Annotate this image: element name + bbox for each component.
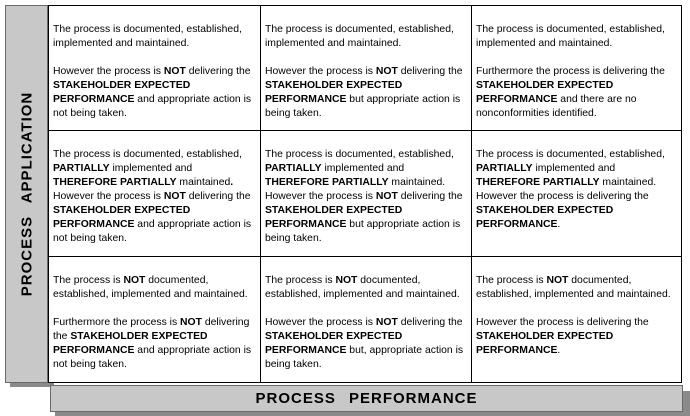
cell-performance-text: However the process is delivering the STAKEHOLDER EXPECTED PERFORMANCE. [476,317,649,356]
cell-performance-text: However the process is NOT delivering the STAKEHOLDER EXPECTED PERFORMANCE but, appropriate action is being taken. [265,317,464,370]
matrix-cell [261,6,472,131]
cell-application-text: The process is NOT documented, established, implemented and maintained. [265,275,460,300]
cell-performance-text: However the process is delivering the STAKEHOLDER EXPECTED PERFORMANCE. [476,191,649,230]
cell-application-text: The process is documented, established, implemented and maintained. [476,24,665,49]
matrix-cell [261,131,472,257]
matrix-cell [261,257,472,382]
cell-performance-text: However the process is NOT delivering the STAKEHOLDER EXPECTED PERFORMANCE but appropriate action is being taken. [265,191,463,244]
y-axis-label-box [5,5,48,383]
matrix-cell [472,257,681,382]
cell-performance-text: However the process is NOT delivering the STAKEHOLDER EXPECTED PERFORMANCE but appropriate action is being taken. [265,66,463,119]
matrix-cell [472,6,681,131]
cell-performance-text: However the process is NOT delivering the STAKEHOLDER EXPECTED PERFORMANCE and appropriate action is not being taken. [53,66,252,119]
cell-application-text: The process is documented, established, PARTIALLY implemented and THEREFORE PARTIALLY maintained. [53,149,242,188]
cell-application-text: The process is NOT documented, established, implemented and maintained. [53,275,248,300]
cell-application-text: The process is documented, established, PARTIALLY implemented and THEREFORE PARTIALLY maintained. [265,149,454,188]
matrix-cell [49,257,261,382]
cell-performance-text: Furthermore the process is delivering the STAKEHOLDER EXPECTED PERFORMANCE and there are no nonconformities identified. [476,66,665,119]
x-axis-label-box [50,385,683,412]
maturity-matrix [48,5,682,383]
x-axis-label: PROCESS PERFORMANCE [255,390,478,407]
cell-application-text: The process is NOT documented, established, implemented and maintained. [476,275,671,300]
cell-performance-text: However the process is NOT delivering the STAKEHOLDER EXPECTED PERFORMANCE and appropriate action is not being taken. [53,191,252,244]
cell-application-text: The process is documented, established, implemented and maintained. [265,24,454,49]
matrix-cell [472,131,681,257]
matrix-cell [49,131,261,257]
y-axis-label: PROCESS APPLICATION [18,91,35,297]
cell-application-text: The process is documented, established, PARTIALLY implemented and THEREFORE PARTIALLY maintained. [476,149,665,188]
matrix-cell [49,6,261,131]
cell-performance-text: Furthermore the process is NOT delivering the STAKEHOLDER EXPECTED PERFORMANCE and appropriate action is not being taken. [53,317,252,370]
cell-application-text: The process is documented, established, implemented and maintained. [53,24,242,49]
